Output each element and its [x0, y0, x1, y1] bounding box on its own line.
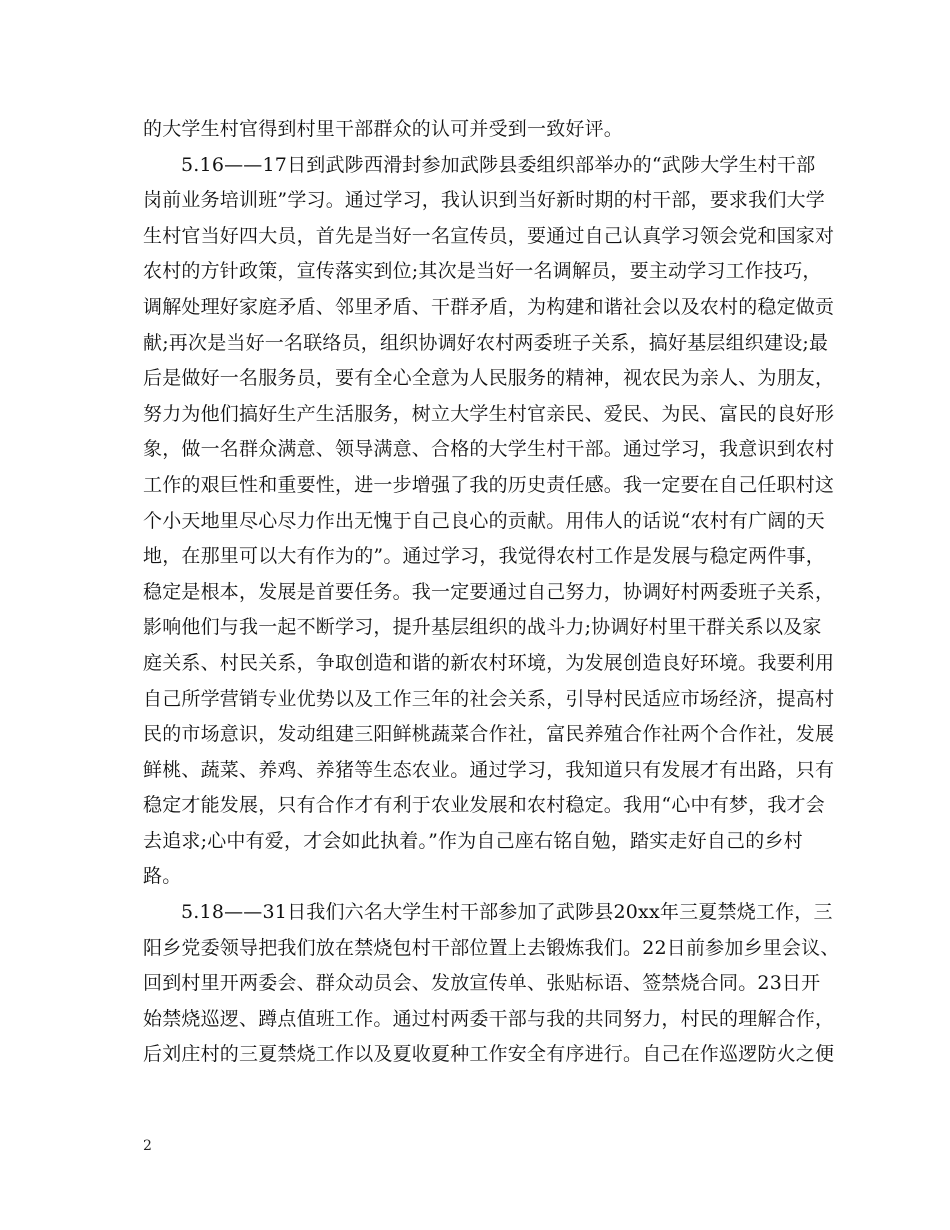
- text-line: 民的市场意识，发动组建三阳鲜桃蔬菜合作社，富民养殖合作社两个合作社，发展: [143, 723, 835, 746]
- text-line: 庭关系、村民关系，争取创造和谐的新农村环境，为发展创造良好环境。我要利用: [143, 651, 835, 674]
- text-line: 农村的方针政策，宣传落实到位;其次是当好一名调解员，要主动学习工作技巧，: [143, 260, 822, 283]
- text-line: 稳定是根本，发展是首要任务。我一定要通过自己努力，协调好村两委班子关系，: [143, 580, 835, 603]
- text-line: 调解处理好家庭矛盾、邻里矛盾、干群矛盾，为构建和谐社会以及农村的稳定做贡: [143, 295, 835, 318]
- text-line: 稳定才能发展，只有合作才有利于农业发展和农村稳定。我用“心中有梦，我才会: [143, 794, 825, 817]
- text-line: 后刘庄村的三夏禁烧工作以及夏收夏种工作安全有序进行。自己在作巡逻防火之便: [143, 1043, 835, 1066]
- text-line: 去追求;心中有爱，才会如此执着。”作为自己座右铭自勉，踏实走好自己的乡村: [143, 829, 803, 852]
- text-line: 工作的艰巨性和重要性，进一步增强了我的历史责任感。我一定要在自己任职村这: [143, 473, 835, 496]
- text-line: 的大学生村官得到村里干部群众的认可并受到一致好评。: [143, 118, 624, 140]
- text-line: 阳乡党委领导把我们放在禁烧包村干部位置上去锻炼我们。22日前参加乡里会议、: [143, 936, 840, 959]
- body-text: [143, 112, 840, 1073]
- text-line: 影响他们与我一起不断学习，提升基层组织的战斗力;协调好村里干群关系以及家: [143, 616, 822, 639]
- text-line: 回到村里开两委会、群众动员会、发放宣传单、张贴标语、签禁烧合同。23日开: [143, 972, 821, 995]
- text-line: 路。: [143, 865, 182, 888]
- text-line: 地，在那里可以大有作为的”。通过学习，我觉得农村工作是发展与稳定两件事，: [143, 545, 825, 568]
- text-line: 个小天地里尽心尽力作出无愧于自己良心的贡献。用伟人的话说“农村有广阔的天: [143, 509, 825, 532]
- page-number: 2: [143, 1138, 152, 1154]
- text-line: 自己所学营销专业优势以及工作三年的社会关系，引导村民适应市场经济，提高村: [143, 687, 835, 710]
- text-line: 后是做好一名服务员，要有全心全意为人民服务的精神，视农民为亲人、为朋友，: [143, 367, 835, 390]
- text-line: 始禁烧巡逻、蹲点值班工作。通过村两委干部与我的共同努力，村民的理解合作，: [143, 1007, 835, 1030]
- paragraph-start-line: 5.18——31日我们六名大学生村干部参加了武陟县20xx年三夏禁烧工作，三: [181, 901, 833, 924]
- text-line: 象，做一名群众满意、领导满意、合格的大学生村干部。通过学习，我意识到农村: [143, 438, 835, 461]
- text-line: 努力为他们搞好生产生活服务，树立大学生村官亲民、爱民、为民、富民的良好形: [143, 402, 835, 425]
- text-line: 岗前业务培训班”学习。通过学习，我认识到当好新时期的村干部，要求我们大学: [143, 189, 825, 212]
- text-line: 生村官当好四大员，首先是当好一名宣传员，要通过自己认真学习领会党和国家对: [143, 224, 835, 247]
- text-line: 献;再次是当好一名联络员，组织协调好农村两委班子关系，搞好基层组织建设;最: [143, 331, 829, 354]
- paragraph-start-line: 5.16——17日到武陟西滑封参加武陟县委组织部举办的“武陟大学生村干部: [181, 153, 816, 176]
- text-line: 鲜桃、蔬菜、养鸡、养猪等生态农业。通过学习，我知道只有发展才有出路，只有: [143, 758, 835, 781]
